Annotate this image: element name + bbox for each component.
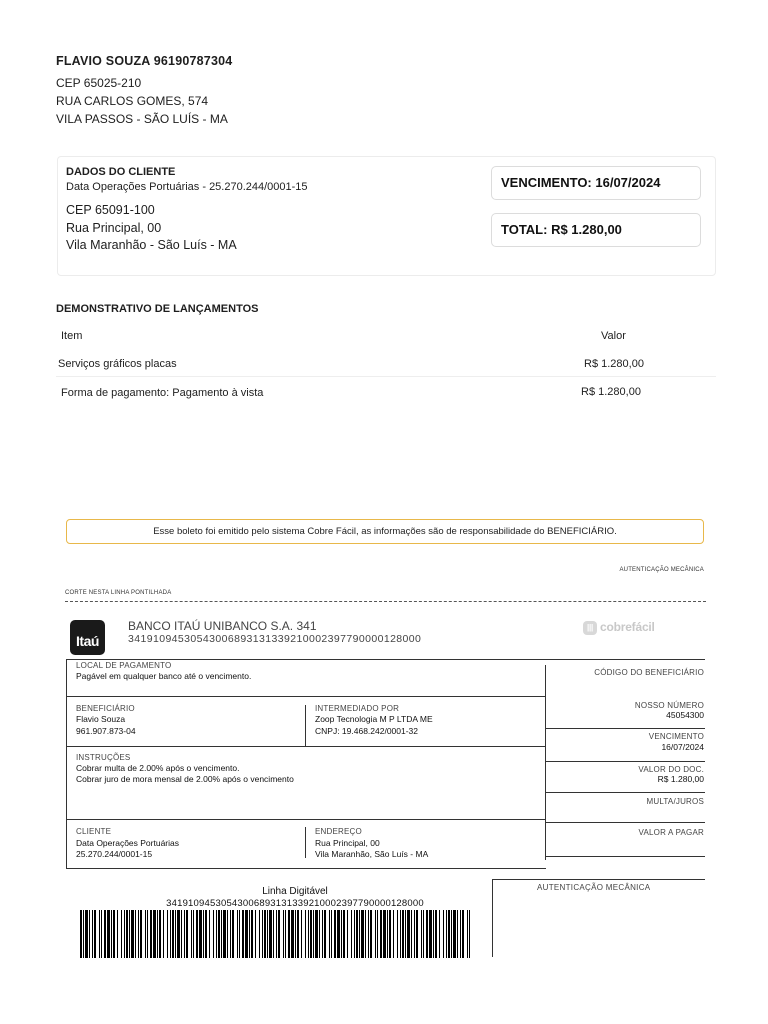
boleto-rule <box>305 827 306 858</box>
barcode-bar <box>334 910 336 958</box>
barcode <box>80 910 475 958</box>
barcode-bar <box>389 910 391 958</box>
intermediary-name: Zoop Tecnologia M P LTDA ME <box>315 714 433 724</box>
barcode-bar <box>429 910 432 958</box>
barcode-bar <box>264 910 266 958</box>
barcode-bar <box>186 910 188 958</box>
barcode-bar <box>163 910 164 958</box>
itau-logo: Itaú <box>70 620 105 655</box>
barcode-bar <box>121 910 122 958</box>
barcode-bar <box>104 910 106 958</box>
cobrefacil-logo <box>583 620 655 635</box>
barcode-bar <box>89 910 90 958</box>
barcode-bar <box>237 910 238 958</box>
barcode-bar <box>107 910 110 958</box>
auth-box-left-rule <box>492 880 493 957</box>
barcode-bar <box>259 910 260 958</box>
barcode-bar <box>331 910 332 958</box>
barcode-bar <box>175 910 176 958</box>
doc-value-label: VALOR DO DOC. <box>638 765 704 774</box>
barcode-bar <box>319 910 320 958</box>
barcode-bar <box>273 910 274 958</box>
barcode-bar <box>411 910 412 958</box>
statement-col-value: Valor <box>601 330 626 342</box>
barcode-bar <box>308 910 309 958</box>
issuer-notice: Esse boleto foi emitido pelo sistema Cobre Fácil, as informações são de responsabilidade do BENEFICIÁRIO. <box>66 519 704 544</box>
boleto-rule <box>546 761 705 762</box>
statement-row-item: Forma de pagamento: Pagamento à vista <box>61 387 264 399</box>
barcode-bar <box>295 910 296 958</box>
barcode-bar <box>117 910 118 958</box>
barcode-bar <box>199 910 202 958</box>
barcode-bar <box>249 910 250 958</box>
total-box: TOTAL: R$ 1.280,00 <box>491 213 701 247</box>
barcode-bar <box>276 910 277 958</box>
barcode-bar <box>297 910 299 958</box>
due-date-value: 16/07/2024 <box>661 742 704 752</box>
barcode-bar <box>402 910 404 958</box>
barcode-bar <box>305 910 306 958</box>
barcode-bar <box>361 910 364 958</box>
barcode-bar <box>113 910 115 958</box>
barcode-bar <box>301 910 302 958</box>
barcode-bar <box>462 910 464 958</box>
barcode-bar <box>324 910 326 958</box>
barcode-bar <box>157 910 158 958</box>
barcode-bar <box>416 910 418 958</box>
barcode-bar <box>131 910 134 958</box>
barcode-bar <box>460 910 461 958</box>
barcode-bar <box>239 910 240 958</box>
barcode-bar <box>469 910 470 958</box>
statement-row-item: Serviços gráficos placas <box>58 358 177 370</box>
payment-place-value: Pagável em qualquer banco até o vencimento. <box>76 671 252 681</box>
barcode-bar <box>216 910 217 958</box>
barcode-bar <box>347 910 348 958</box>
instruction-fine: Cobrar multa de 2.00% após o vencimento. <box>76 763 240 773</box>
barcode-bar <box>209 910 210 958</box>
boleto-bottom-rule <box>66 868 546 869</box>
boleto-rule <box>66 696 546 697</box>
barcode-bar <box>457 910 458 958</box>
barcode-bar <box>221 910 222 958</box>
barcode-bar <box>397 910 398 958</box>
barcode-bar <box>129 910 130 958</box>
barcode-bar <box>380 910 382 958</box>
client-section-title: DADOS DO CLIENTE <box>66 166 176 178</box>
barcode-bar <box>359 910 360 958</box>
barcode-bar <box>288 910 290 958</box>
barcode-bar <box>227 910 228 958</box>
barcode-bar <box>400 910 401 958</box>
barcode-bar <box>370 910 372 958</box>
boleto-top-rule <box>66 659 705 660</box>
statement-title: DEMONSTRATIVO DE LANÇAMENTOS <box>56 303 259 315</box>
barcode-bar <box>313 910 314 958</box>
barcode-bar <box>124 910 125 958</box>
barcode-bar <box>467 910 468 958</box>
amount-to-pay-label: VALOR A PAGAR <box>638 828 704 837</box>
boleto-rule <box>305 705 306 746</box>
barcode-bar <box>94 910 96 958</box>
barcode-bar <box>245 910 248 958</box>
boleto-rule <box>546 822 705 823</box>
barcode-bar <box>196 910 198 958</box>
nosso-numero-label: NOSSO NÚMERO <box>634 701 704 710</box>
boleto-client-label: CLIENTE <box>76 827 112 836</box>
address-label: ENDEREÇO <box>315 827 362 836</box>
due-date-box: VENCIMENTO: 16/07/2024 <box>491 166 701 200</box>
barcode-bar <box>451 910 452 958</box>
barcode-bar <box>405 910 406 958</box>
boleto-rule <box>546 792 705 793</box>
barcode-bar <box>426 910 428 958</box>
barcode-bar <box>126 910 128 958</box>
boleto-left-rule <box>66 659 67 869</box>
barcode-bar <box>232 910 234 958</box>
barcode-bar <box>262 910 263 958</box>
barcode-bar <box>167 910 168 958</box>
bank-name: BANCO ITAÚ UNIBANCO S.A. 341 <box>128 619 317 633</box>
barcode-bar <box>92 910 93 958</box>
beneficiary-label: BENEFICIÁRIO <box>76 704 135 713</box>
barcode-bar <box>159 910 161 958</box>
client-street: Rua Principal, 00 <box>66 221 162 235</box>
barcode-bar <box>135 910 136 958</box>
cobrefacil-logo-text: cobrefácil <box>600 620 655 634</box>
barcode-bar <box>223 910 226 958</box>
barcode-bar <box>448 910 450 958</box>
barcode-bar <box>283 910 284 958</box>
barcode-bar <box>213 910 214 958</box>
barcode-bar <box>203 910 204 958</box>
barcode-bar <box>242 910 244 958</box>
barcode-bar <box>387 910 388 958</box>
barcode-bar <box>337 910 340 958</box>
barcode-bar <box>170 910 171 958</box>
barcode-bar <box>153 910 156 958</box>
cut-line-label: CORTE NESTA LINHA PONTILHADA <box>65 590 172 596</box>
boleto-rule <box>546 856 705 857</box>
barcode-bar <box>83 910 84 958</box>
cut-line <box>65 601 706 602</box>
beneficiary-name: Flavio Souza <box>76 714 126 724</box>
barcode-bar <box>140 910 142 958</box>
barcode-bar <box>101 910 102 958</box>
boleto-rule <box>66 746 546 747</box>
barcode-bar <box>269 910 272 958</box>
barcode-bar <box>322 910 323 958</box>
barcode-bar <box>393 910 394 958</box>
intermediary-label: INTERMEDIADO POR <box>315 704 400 713</box>
instruction-interest: Cobrar juro de mora mensal de 2.00% após o vencimento <box>76 774 294 784</box>
digitable-line-label: Linha Digitável <box>262 886 328 897</box>
barcode-bar <box>343 910 345 958</box>
barcode-bar <box>310 910 312 958</box>
barcode-bar <box>218 910 220 958</box>
due-date-label: VENCIMENTO <box>648 732 704 741</box>
statement-col-item: Item <box>61 330 83 342</box>
auth-box-top-rule <box>492 879 705 880</box>
boleto-column-rule <box>545 665 546 860</box>
barcode-bar <box>255 910 256 958</box>
intermediary-doc: CNPJ: 19.468.242/0001-32 <box>315 726 419 736</box>
barcode-bar <box>377 910 378 958</box>
barcode-bar <box>177 910 180 958</box>
barcode-bar <box>365 910 366 958</box>
barcode-bar <box>435 910 437 958</box>
fine-interest-label: MULTA/JUROS <box>646 797 704 806</box>
barcode-bar <box>446 910 447 958</box>
address-street: Rua Principal, 00 <box>315 838 380 848</box>
barcode-bar <box>351 910 352 958</box>
barcode-bar <box>138 910 139 958</box>
barcode-bar <box>329 910 330 958</box>
barcode-bar <box>315 910 318 958</box>
barcode-bar <box>251 910 253 958</box>
statement-row-divider <box>56 376 716 377</box>
instructions-label: INSTRUÇÕES <box>76 753 131 762</box>
client-district: Vila Maranhão - São Luís - MA <box>66 238 237 252</box>
barcode-bar <box>99 910 100 958</box>
doc-value: R$ 1.280,00 <box>657 774 704 784</box>
boleto-client-doc: 25.270.244/0001-15 <box>76 849 153 859</box>
boleto-rule <box>546 728 705 729</box>
barcode-bar <box>85 910 88 958</box>
beneficiary-code-label: CÓDIGO DO BENEFICIÁRIO <box>594 668 704 677</box>
barcode-bar <box>184 910 185 958</box>
barcode-bar <box>181 910 182 958</box>
statement-row-value: R$ 1.280,00 <box>584 358 644 370</box>
barcode-bar <box>453 910 456 958</box>
digitable-line: 34191094530543006893131339210002397790000128000 <box>166 898 424 909</box>
statement-row-value: R$ 1.280,00 <box>581 386 641 398</box>
payment-place-label: LOCAL DE PAGAMENTO <box>76 661 172 670</box>
barcode-bar <box>383 910 386 958</box>
barcode-bar <box>147 910 148 958</box>
sender-street: RUA CARLOS GOMES, 574 <box>56 94 209 108</box>
barcode-bar <box>439 910 440 958</box>
client-cep: CEP 65091-100 <box>66 203 155 217</box>
barcode-bar <box>193 910 194 958</box>
barcode-bar <box>375 910 376 958</box>
barcode-bar <box>368 910 369 958</box>
client-company: Data Operações Portuárias - 25.270.244/0001-15 <box>66 181 308 193</box>
barcode-bar <box>150 910 152 958</box>
nosso-numero-value: 45054300 <box>666 710 704 720</box>
sender-cep: CEP 65025-210 <box>56 76 142 90</box>
address-district: Vila Maranhão, São Luís - MA <box>315 849 429 859</box>
barcode-bar <box>443 910 444 958</box>
barcode-bar <box>285 910 286 958</box>
barcode-bar <box>407 910 410 958</box>
barcode-bar <box>267 910 268 958</box>
barcode-bar <box>145 910 146 958</box>
barcode-bar <box>354 910 355 958</box>
barcode-bar <box>172 910 174 958</box>
cobrefacil-icon: ||| <box>583 621 597 635</box>
barcode-bar <box>356 910 358 958</box>
beneficiary-doc: 961.907.873-04 <box>76 726 136 736</box>
bottom-mechanical-auth-label: AUTENTICAÇÃO MECÂNICA <box>537 883 651 892</box>
barcode-bar <box>341 910 342 958</box>
boleto-client-name: Data Operações Portuárias <box>76 838 179 848</box>
barcode-bar <box>111 910 112 958</box>
barcode-bar <box>80 910 82 958</box>
mechanical-auth-label: AUTENTICAÇÃO MECÂNICA <box>619 567 704 573</box>
barcode-bar <box>191 910 192 958</box>
barcode-bar <box>423 910 424 958</box>
sender-name: FLAVIO SOUZA 96190787304 <box>56 54 233 68</box>
barcode-bar <box>433 910 434 958</box>
barcode-bar <box>414 910 415 958</box>
boleto-rule <box>66 819 546 820</box>
sender-district: VILA PASSOS - SÃO LUÍS - MA <box>56 112 228 126</box>
bank-barcode-number: 34191094530543006893131339210002397790000128000 <box>128 633 422 645</box>
barcode-bar <box>291 910 294 958</box>
barcode-bar <box>421 910 422 958</box>
barcode-bar <box>205 910 207 958</box>
barcode-bar <box>230 910 231 958</box>
barcode-bar <box>278 910 280 958</box>
